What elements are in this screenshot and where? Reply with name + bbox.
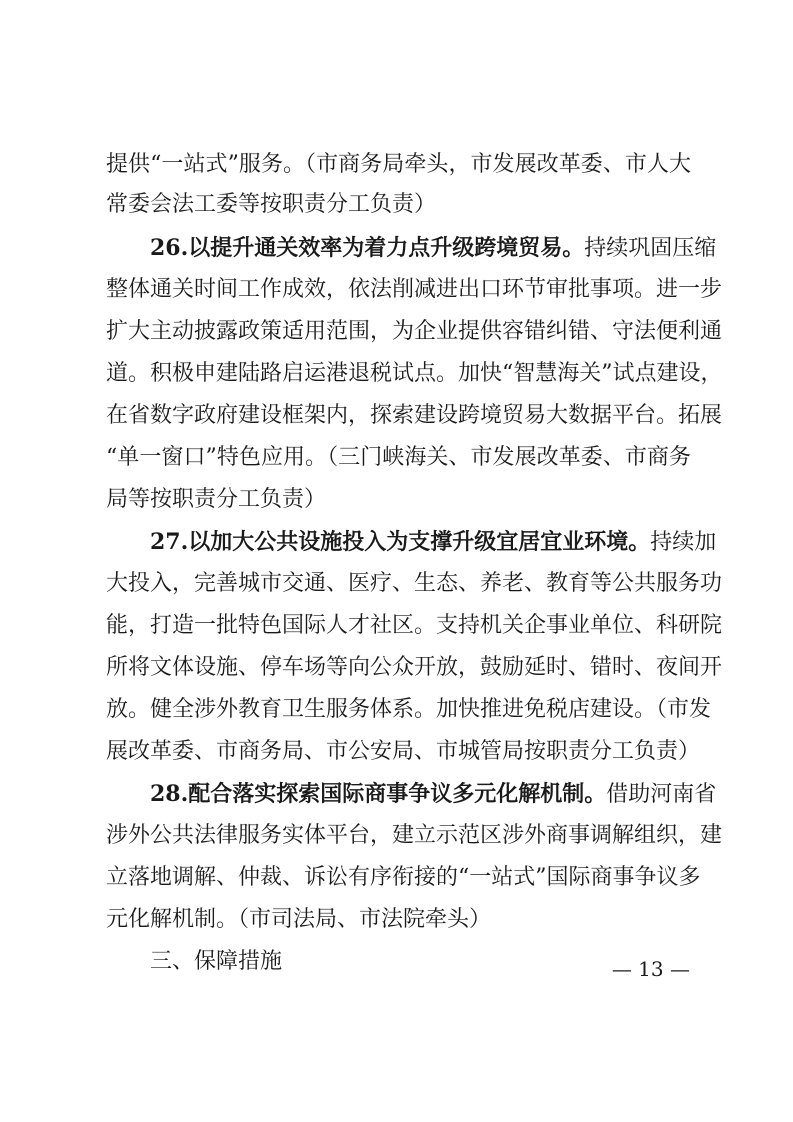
body-line: 扩大主动披露政策适用范围，为企业提供容错纠错、守法便利通 bbox=[106, 319, 723, 344]
body-line: 涉外公共法律服务实体平台，建立示范区涉外商事调解组织，建 bbox=[106, 823, 723, 848]
page-number: — 13 — bbox=[611, 957, 690, 981]
body-line: 常委会法工委等按职责分工负责） bbox=[106, 192, 437, 217]
body-line: 提供“一站式”服务。（市商务局牵头，市发展改革委、市人大 bbox=[106, 152, 691, 177]
body-line: 所将文体设施、停车场等向公众开放，鼓励延时、错时、夜间开 bbox=[106, 655, 723, 680]
body-line: 展改革委、市商务局、市公安局、市城管局按职责分工负责） bbox=[106, 739, 701, 764]
section-26-heading: 26.以提升通关效率为着力点升级跨境贸易。 bbox=[150, 235, 585, 261]
section-27-line bbox=[150, 527, 717, 558]
body-line: 整体通关时间工作成效，依法削减进出口环节审批事项。进一步 bbox=[106, 277, 723, 302]
body-line: 放。健全涉外教育卫生服务体系。加快推进免税店建设。（市发 bbox=[106, 697, 712, 722]
body-line: 能，打造一批特色国际人才社区。支持机关企事业单位、科研院 bbox=[106, 613, 723, 638]
section-27-heading: 27.以加大公共设施投入为支撑升级宜居宜业环境。 bbox=[150, 529, 651, 555]
body-line: 立落地调解、仲裁、诉讼有序衔接的“一站式”国际商事争议多 bbox=[106, 865, 701, 890]
section-heading-safeguards: 三、保障措施 bbox=[150, 949, 283, 974]
body-line: “单一窗口”特色应用。（三门峡海关、市发展改革委、市商务 bbox=[106, 445, 691, 470]
body-line: 在省数字政府建设框架内，探索建设跨境贸易大数据平台。拓展 bbox=[106, 403, 723, 428]
section-28-text: 借助河南省 bbox=[606, 782, 717, 807]
body-line: 道。积极申建陆路启运港退税试点。加快“智慧海关”试点建设， bbox=[106, 361, 723, 386]
body-line: 局等按职责分工负责） bbox=[106, 487, 327, 512]
section-26-text: 持续巩固压缩 bbox=[584, 236, 717, 261]
section-27-text: 持续加 bbox=[650, 530, 717, 555]
section-26-line bbox=[150, 233, 717, 264]
body-line: 元化解机制。（市司法局、市法院牵头） bbox=[106, 907, 492, 932]
section-28-line bbox=[150, 779, 717, 810]
section-28-heading: 28.配合落实探索国际商事争议多元化解机制。 bbox=[150, 781, 607, 807]
body-line: 大投入，完善城市交通、医疗、生态、养老、教育等公共服务功 bbox=[106, 571, 723, 596]
